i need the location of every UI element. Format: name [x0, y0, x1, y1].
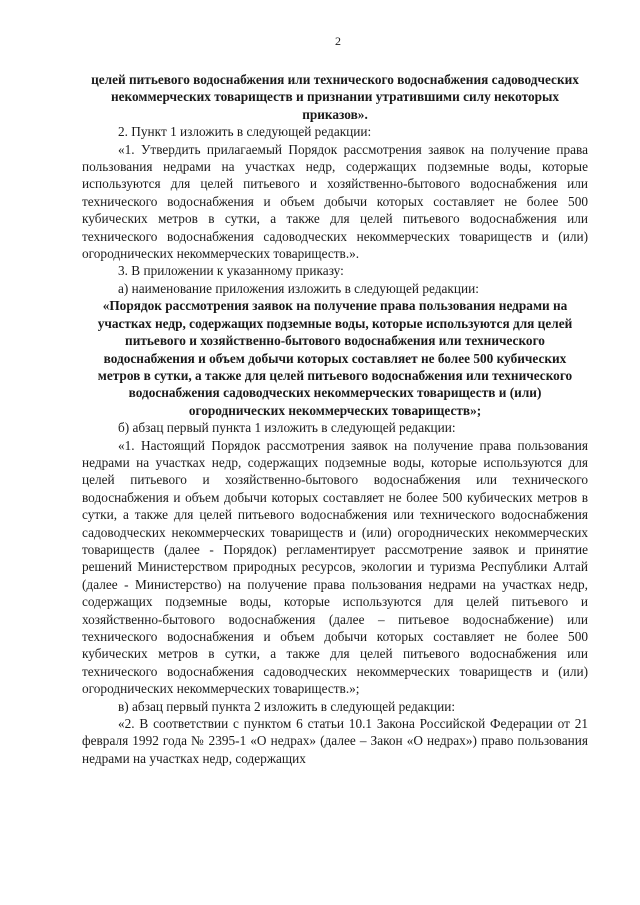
appendix-title: «Порядок рассмотрения заявок на получение права пользования недрами на участках недр, содержащих подземные воды, которые используются для целей питьевого и хозяйственно-бытового водоснабжения или технического водоснабжения и объем добычи которых составляет не более 500 кубических метров в сутки, а также для целей питьевого водоснабжения или технического водоснабжения садоводческих некоммерческих товариществ и (или) огороднических некоммерческих товариществ»;	[97, 298, 573, 418]
item-3b: б) абзац первый пункта 1 изложить в следующей редакции:	[118, 420, 456, 436]
item-3b-text: «1. Настоящий Порядок рассмотрения заявок на получение права пользования недрами на участках недр, содержащих подземные воды, которые используются для целей питьевого и хозяйственно-бытового водоснабжения или технического водоснабжения и объем добычи которых составляет не более 500 кубических метров в сутки, а также для целей питьевого водоснабжения или технического водоснабжения садоводческих некоммерческих товариществ и (или) огороднических некоммерческих товариществ (далее - Порядок) регламентирует рассмотрение заявок и принятие решений Министерством природных ресурсов, экологии и туризма Республики Алтай (далее - Министерство) на получение права пользования недрами на участках недр, содержащих подземные воды, которые используются для целей питьевого и хозяйственно-бытового водоснабжения (далее – питьевое водоснабжение) или технического водоснабжения и объем добычи которых составляет не более 500 кубических метров в сутки, а также для целей питьевого водоснабжения или технического водоснабжения садоводческих некоммерческих товариществ и (или) огороднических некоммерческих товариществ.»;	[82, 437, 588, 697]
page-number: 2	[335, 34, 341, 48]
item-3v: в) абзац первый пункта 2 изложить в следующей редакции:	[118, 698, 456, 714]
item-3v-text: «2. В соответствии с пунктом 6 статьи 10.1 Закона Российской Федерации от 21 февраля 1992 года № 2395-1 «О недрах» (далее – Закон «О недрах») право пользования недрами на участках недр, содержащих	[82, 716, 588, 766]
item-2-text: «1. Утвердить прилагаемый Порядок рассмотрения заявок на получение права пользования недрами на участках недр, содержащих подземные воды, которые используются для целей питьевого и хозяйственно-бытового водоснабжения или технического водоснабжения и объем добычи которых составляет не более 500 кубических метров в сутки, а также для целей питьевого водоснабжения или технического водоснабжения садоводческих некоммерческих товариществ и (или) огороднических некоммерческих товариществ.».	[82, 141, 588, 262]
item-3: 3. В приложении к указанному приказу:	[118, 263, 344, 279]
intro-heading: целей питьевого водоснабжения или технического водоснабжения садоводческих некоммерческих товариществ и признании утратившими силу некоторых приказов».	[91, 72, 579, 122]
item-2: 2. Пункт 1 изложить в следующей редакции:	[118, 124, 372, 140]
item-3a: а) наименование приложения изложить в следующей редакции:	[118, 280, 479, 296]
